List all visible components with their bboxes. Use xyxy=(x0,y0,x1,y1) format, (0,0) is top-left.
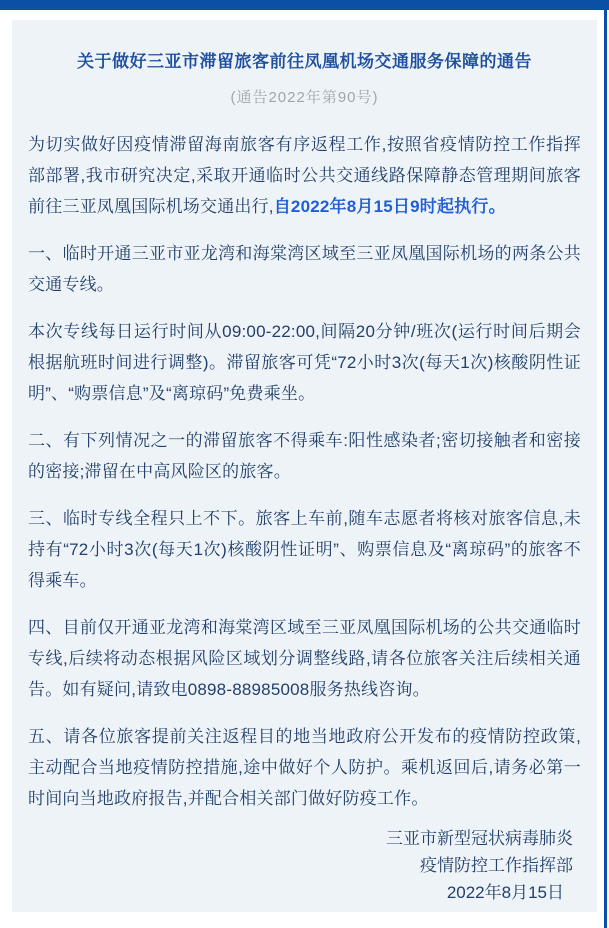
signature-block xyxy=(28,825,581,906)
right-accent-border xyxy=(604,0,607,928)
paragraph-section-4: 四、目前仅开通亚龙湾和海棠湾区域至三亚凤凰国际机场的公共交通临时专线,后续将动态根据风险区域划分调整线路,请各位旅客关注后续相关通告。如有疑问,请致电0898-88985008服务热线咨询。 xyxy=(28,618,581,699)
paragraph-schedule: 本次专线每日运行时间从09:00-22:00,间隔20分钟/班次(运行时间后期会根据航班时间进行调整)。滞留旅客可凭“72小时3次(每天1次)核酸阴性证明”、“购票信息”及“离琼码”免费乘坐。 xyxy=(28,322,581,403)
paragraph-section-5: 五、请各位旅客提前关注返程目的地当地政府公开发布的疫情防控政策,主动配合当地疫情防控措施,途中做好个人防护。乘机返回后,请务必第一时间向当地政府报告,并配合相关部门做好防疫工作。 xyxy=(28,727,581,808)
notice-doc-number: (通告2022年第90号) xyxy=(230,89,379,106)
signature-date: 2022年8月15日 xyxy=(446,883,564,902)
paragraph-section-3: 三、临时专线全程只上不下。旅客上车前,随车志愿者将核对旅客信息,未持有“72小时3次(每天1次)核酸阴性证明”、购票信息及“离琼码”的旅客不得乘车。 xyxy=(28,509,581,590)
notice-title: 关于做好三亚市滞留旅客前往凤凰机场交通服务保障的通告 xyxy=(77,52,532,71)
signature-org-line-1: 三亚市新型冠状病毒肺炎 xyxy=(386,829,573,848)
intro-paragraph xyxy=(28,129,581,222)
paragraph-section-2: 二、有下列情况之一的滞留旅客不得乘车:阳性感染者;密切接触者和密接的密接;滞留在中高风险区的旅客。 xyxy=(28,431,581,481)
intro-text: 为切实做好因疫情滞留海南旅客有序返程工作,按照省疫情防控工作指挥部部署,我市研究决定,采取开通临时公共交通线路保障静态管理期间旅客前往三亚凤凰国际机场交通出行, xyxy=(28,135,581,216)
signature-org-line-2: 疫情防控工作指挥部 xyxy=(420,856,573,875)
top-accent-bar xyxy=(0,0,609,10)
notice-card xyxy=(12,20,597,912)
paragraph-section-1: 一、临时开通三亚市亚龙湾和海棠湾区域至三亚凤凰国际机场的两条公共交通专线。 xyxy=(28,244,581,294)
effective-date-emphasis: 自2022年8月15日9时起执行。 xyxy=(273,197,506,216)
